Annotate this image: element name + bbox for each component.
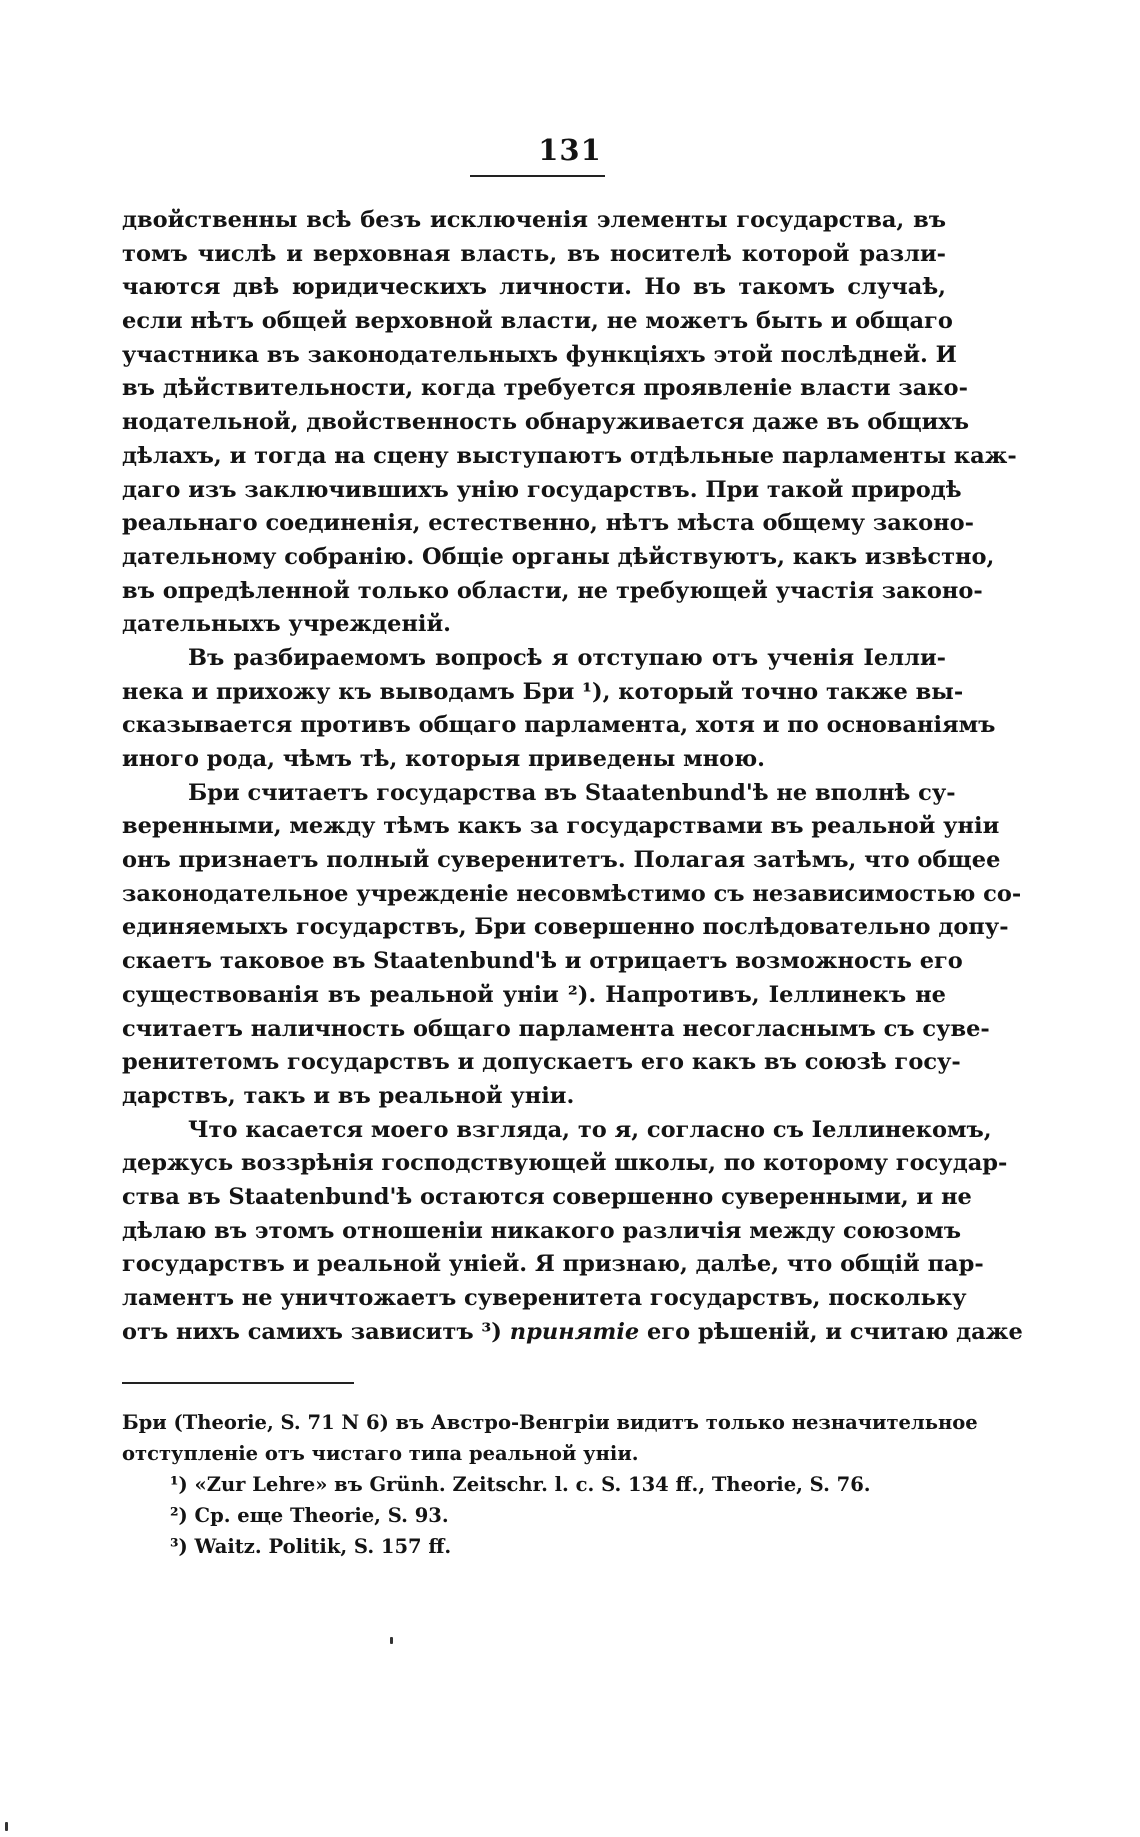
text-line: даго изъ заключившихъ унію государствъ. При такой природѣ xyxy=(122,476,962,503)
text-line: государствъ и реальной уніей. Я признаю, далѣе, что общій пар- xyxy=(122,1251,984,1278)
text-line: законодательное учрежденіе несовмѣстимо съ независимостью со- xyxy=(122,880,1022,907)
text-line-paragraph-end: дарствъ, такъ и въ реальной уніи. xyxy=(122,1082,575,1109)
footnotes xyxy=(122,1407,978,1562)
text-line: считаетъ наличность общаго парламента несогласнымъ съ суве- xyxy=(122,1015,990,1042)
text-segment: отъ нихъ самихъ зависитъ ³) xyxy=(122,1318,510,1345)
text-line-paragraph-start: Въ разбираемомъ вопросѣ я отступаю отъ ученія Іелли- xyxy=(188,644,946,671)
page-number-rule xyxy=(470,175,605,177)
text-line: дѣлахъ, и тогда на сцену выступаютъ отдѣльные парламенты каж- xyxy=(122,442,1017,469)
text-line: веренными, между тѣмъ какъ за государствами въ реальной уніи xyxy=(122,813,1000,840)
footnote-1: ¹) «Zur Lehre» въ Grünh. Zeitschr. l. c. S. 134 ff., Theorie, S. 76. xyxy=(170,1473,871,1496)
text-line-with-italic xyxy=(122,1316,1023,1350)
text-line: въ опредѣленной только области, не требующей участія законо- xyxy=(122,577,983,604)
footnote-continuation: Бри (Theorie, S. 71 N 6) въ Австро-Венгріи видитъ только незначительное xyxy=(122,1411,978,1434)
text-line: единяемыхъ государствъ, Бри совершенно послѣдовательно допу- xyxy=(122,914,1009,941)
main-text xyxy=(122,204,1023,1349)
text-line: нодательной, двойственность обнаруживается даже въ общихъ xyxy=(122,409,970,436)
scan-speck xyxy=(5,1822,8,1831)
footnote-2: ²) Ср. еще Theorie, S. 93. xyxy=(170,1504,449,1527)
text-segment: его рѣшеній, и считаю даже xyxy=(639,1318,1023,1345)
text-line: ламентъ не уничтожаетъ суверенитета государствъ, поскольку xyxy=(122,1285,967,1311)
text-line: чаются двѣ юридическихъ личности. Но въ такомъ случаѣ, xyxy=(122,274,946,301)
text-line: въ дѣйствительности, когда требуется проявленіе власти зако- xyxy=(122,375,968,402)
scan-speck xyxy=(390,1637,393,1644)
text-line-paragraph-end: дательныхъ учрежденій. xyxy=(122,611,451,638)
text-line: онъ признаетъ полный суверенитетъ. Полагая затѣмъ, что общее xyxy=(122,847,1001,874)
text-line: томъ числѣ и верховная власть, въ носителѣ которой разли- xyxy=(122,240,946,267)
text-line: двойственны всѣ безъ исключенія элементы государства, въ xyxy=(122,207,946,233)
footnote-continuation: отступленіе отъ чистаго типа реальной уніи. xyxy=(122,1442,639,1465)
text-line: реальнаго соединенія, естественно, нѣтъ мѣста общему законо- xyxy=(122,510,974,537)
page-number: 131 xyxy=(538,133,602,167)
text-line-paragraph-start: Что касается моего взгляда, то я, согласно съ Іеллинекомъ, xyxy=(188,1116,992,1143)
text-line: ренитетомъ государствъ и допускаетъ его какъ въ союзѣ госу- xyxy=(122,1049,961,1076)
text-line: ства въ Staatenbund'ѣ остаются совершенно суверенными, и не xyxy=(122,1183,972,1210)
text-line: существованія въ реальной уніи ²). Напротивъ, Іеллинекъ не xyxy=(122,981,946,1008)
text-line: если нѣтъ общей верховной власти, не можетъ быть и общаго xyxy=(122,308,953,335)
text-line: скаетъ таковое въ Staatenbund'ѣ и отрицаетъ возможность его xyxy=(122,948,963,975)
text-line: сказывается противъ общаго парламента, хотя и по основаніямъ xyxy=(122,712,996,739)
text-line: дѣлаю въ этомъ отношеніи никакого различія между союзомъ xyxy=(122,1217,961,1244)
text-line-paragraph-start: Бри считаетъ государства въ Staatenbund'ѣ не вполнѣ су- xyxy=(188,779,956,806)
footnote-separator xyxy=(122,1382,354,1384)
text-line: нека и прихожу къ выводамъ Бри ¹), который точно также вы- xyxy=(122,678,964,705)
text-line: участника въ законодательныхъ функціяхъ этой послѣдней. И xyxy=(122,341,957,368)
italic-word: принятіе xyxy=(509,1318,640,1345)
text-line: держусь воззрѣнія господствующей школы, по которому государ- xyxy=(122,1150,1008,1177)
text-line-paragraph-end: иного рода, чѣмъ тѣ, которыя приведены мною. xyxy=(122,746,766,772)
footnote-3: ³) Waitz. Politik, S. 157 ff. xyxy=(170,1535,452,1558)
text-line: дательному собранію. Общіе органы дѣйствуютъ, какъ извѣстно, xyxy=(122,543,995,570)
